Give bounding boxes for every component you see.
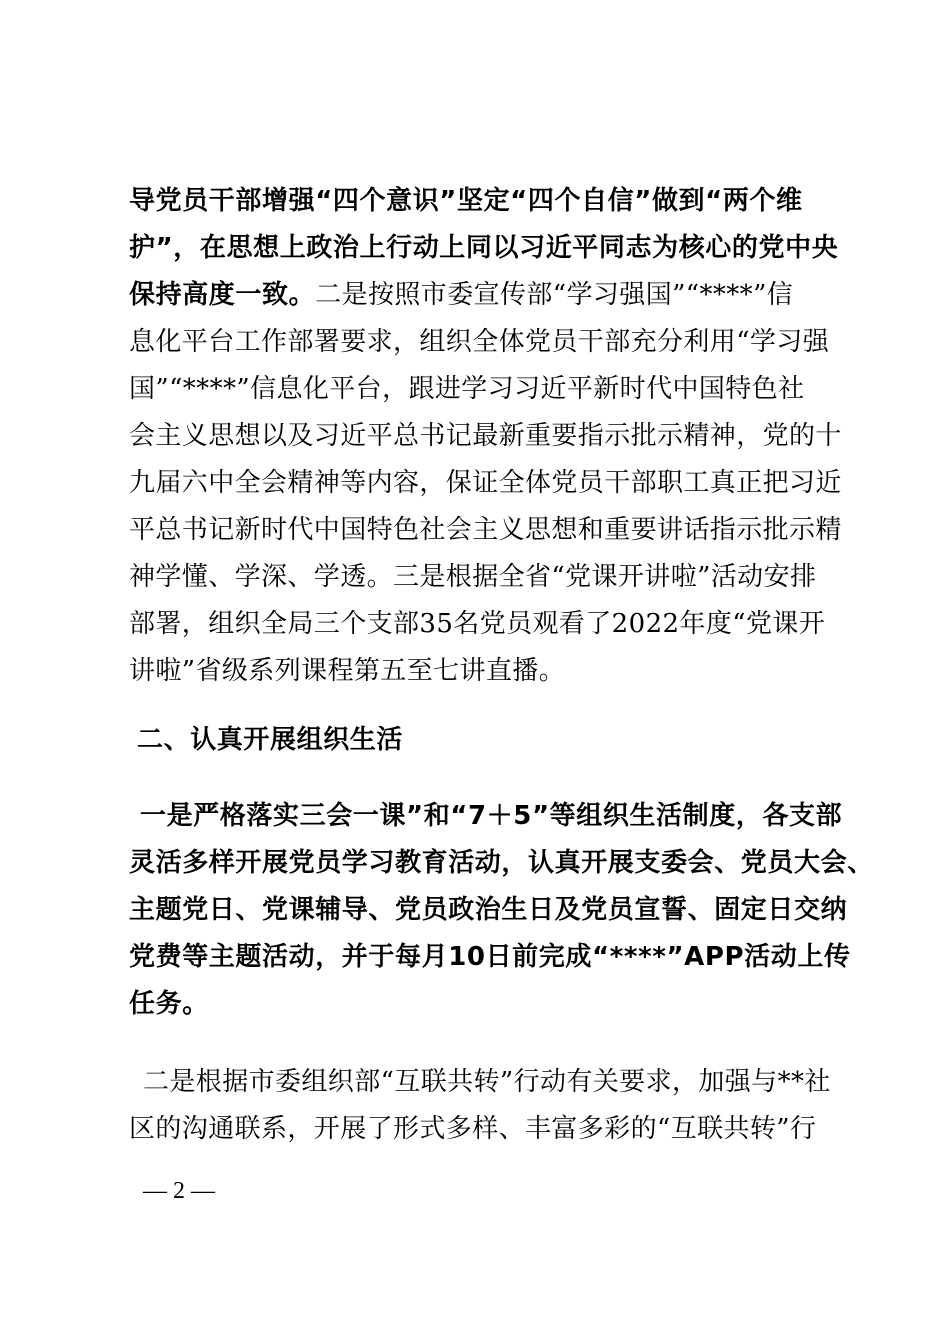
paragraph-line: 护”，在思想上政治上行动上同以习近平同志为核心的党中央 <box>129 233 839 263</box>
paragraph-line: 一是严格落实三会一课”和“7＋5”等组织生活制度，各支部 <box>140 801 843 831</box>
paragraph-line: 平总书记新时代中国特色社会主义思想和重要讲话指示批示精 <box>129 515 842 545</box>
page-number: — 2 — <box>143 1178 215 1204</box>
paragraph-line <box>129 277 793 313</box>
paragraph-line: 区的沟通联系，开展了形式多样、丰富多彩的“互联共转”行 <box>129 1114 817 1144</box>
paragraph-line: 灵活多样开展党员学习教育活动，认真开展支委会、党员大会、 <box>129 848 874 878</box>
paragraph-line: 国”“****”信息化平台，跟进学习习近平新时代中国特色社 <box>129 374 805 404</box>
paragraph-line: 九届六中全会精神等内容，保证全体党员干部职工真正把习近 <box>129 468 842 498</box>
paragraph-line: 任务。 <box>129 989 209 1019</box>
paragraph-line: 讲啦”省级系列课程第五至七讲直播。 <box>129 656 566 686</box>
paragraph-line: 主题党日、党课辅导、党员政治生日及党员宣誓、固定日交纳 <box>129 895 848 925</box>
bold-text-segment: 保持高度一致。 <box>129 280 316 310</box>
paragraph-line: 息化平台工作部署要求，组织全体党员干部充分利用“学习强 <box>129 327 830 357</box>
regular-text-segment: 二是按照市委宣传部“学习强国”“****”信 <box>315 280 794 310</box>
paragraph-line: 导党员干部增强“四个意识”坚定“四个自信”做到“两个维 <box>129 186 803 216</box>
section-heading: 二、认真开展组织生活 <box>137 725 404 755</box>
paragraph-line: 二是根据市委组织部“互联共转”行动有关要求，加强与**社 <box>143 1067 831 1097</box>
paragraph-line: 神学懂、学深、学透。三是根据全省“党课开讲啦”活动安排 <box>129 562 817 592</box>
paragraph-line: 会主义思想以及习近平总书记最新重要指示批示精神，党的十 <box>129 421 842 451</box>
paragraph-line: 部署，组织全局三个支部35名党员观看了2022年度“党课开 <box>129 609 826 639</box>
paragraph-line: 党费等主题活动，并于每月10日前完成“****”APP活动上传 <box>129 942 851 972</box>
